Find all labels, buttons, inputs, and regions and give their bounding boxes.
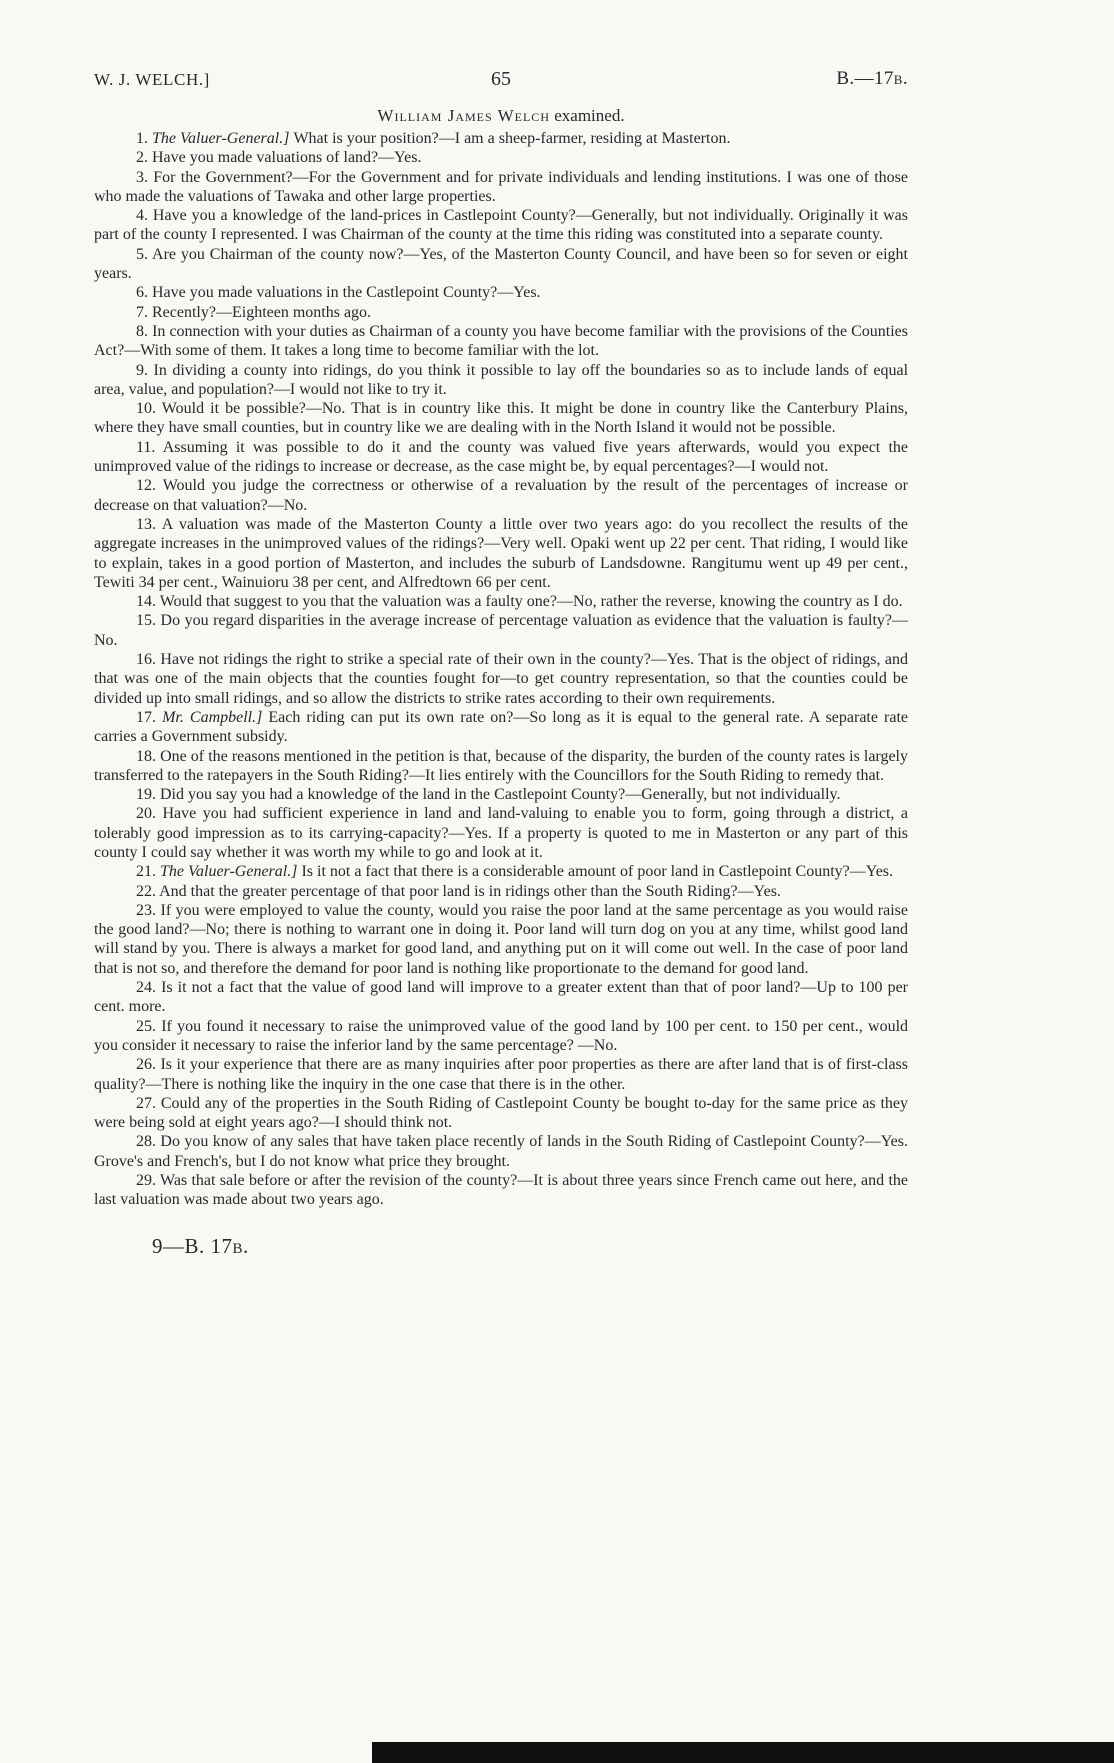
question-number: 13.	[136, 515, 162, 533]
question-number: 12.	[136, 477, 163, 495]
document-body	[94, 129, 908, 1210]
qa-text: Have you made valuations in the Castlepoint County?—Yes.	[152, 284, 541, 302]
qa-paragraph-13	[94, 515, 908, 592]
qa-text: For the Government?—For the Government and for private individuals and lending institutions. I was one of those who made the valuations of Tawaka and other large properties.	[94, 168, 908, 205]
qa-text: If you were employed to value the county, would you raise the poor land at the same percentage as you would raise the good land?—No; there is nothing to warrant one in doing it. Poor land will turn dog on you at any time, whilst good land will stand by you. There is always a market for good land, and anything put on it will come out well. In the case of poor land that is not so, and therefore the demand for poor land is nothing like proportionate to the demand for good land.	[94, 901, 909, 977]
qa-text: Are you Chairman of the county now?—Yes, of the Masterton County Council, and have been so for seven or eight years.	[94, 245, 909, 283]
qa-text: What is your position?—I am a sheep-farmer, residing at Masterton.	[293, 130, 731, 147]
qa-paragraph-28	[94, 1132, 908, 1171]
qa-text: Assuming it was possible to do it and the county was valued five years afterwards, would you expect the unimproved value of the ridings to increase or decrease, as the case might be, by equal percentages?—I would not.	[94, 438, 909, 476]
question-number: 2.	[136, 149, 152, 167]
qa-text: In dividing a county into ridings, do you think it possible to lay off the boundaries so as to include lands of equal area, value, and population?—I would not like to try it.	[94, 361, 909, 398]
question-number: 25.	[136, 1017, 162, 1035]
speaker-lead: The Valuer-General.]	[160, 863, 302, 881]
header-paper-reference: B.—17b.	[836, 68, 908, 89]
title-suffix: examined.	[549, 106, 625, 125]
question-number: 11.	[136, 438, 163, 456]
question-number: 27.	[136, 1094, 161, 1112]
qa-text: Have you made valuations of land?—Yes.	[152, 149, 422, 167]
question-number: 5.	[136, 245, 153, 263]
qa-paragraph-23	[94, 901, 908, 978]
question-number: 19.	[136, 786, 160, 804]
question-number: 24.	[136, 979, 162, 997]
witness-name: William James Welch	[377, 106, 550, 125]
qa-text: Is it not a fact that the value of good land will improve to a greater extent than that of poor land?—Up to 100 per cent. more.	[94, 979, 909, 1016]
qa-text: In connection with your duties as Chairman of a county you have become familiar with the provisions of the Counties Act?—With some of them. It takes a long time to become familiar with the lot.	[94, 322, 909, 360]
question-number: 8.	[136, 322, 153, 340]
qa-paragraph-18	[94, 747, 908, 786]
speaker-lead: The Valuer-General.]	[152, 130, 294, 147]
question-number: 26.	[136, 1056, 161, 1074]
question-number: 14.	[136, 593, 160, 611]
qa-paragraph-7	[94, 303, 908, 322]
qa-paragraph-20	[94, 804, 908, 862]
qa-text: Would you judge the correctness or otherwise of a revaluation by the result of the percentages of increase or decrease on that valuation?—No.	[94, 477, 908, 514]
qa-text: Have you had sufficient experience in land and land-valuing to enable you to form, going through a district, a tolerably good impression as to its carrying-capacity?—Yes. If a property is quoted to me in Masterton or any part of this county I could say whether it was worth my while to go and look at it.	[94, 805, 908, 861]
question-number: 10.	[136, 400, 162, 418]
question-number: 15.	[136, 612, 161, 630]
question-number: 9.	[136, 361, 154, 379]
qa-text: Do you know of any sales that have taken place recently of lands in the South Riding of Castlepoint County?—Yes. Grove's and French's, but I do not know what price they brought.	[94, 1133, 909, 1170]
qa-paragraph-21	[94, 862, 908, 881]
qa-paragraph-6	[94, 283, 908, 302]
question-number: 16.	[136, 651, 161, 669]
qa-text: Do you regard disparities in the average increase of percentage valuation as evidence that the valuation is faulty?—No.	[94, 612, 909, 649]
qa-paragraph-8	[94, 322, 908, 361]
header-witness-name: W. J. WELCH.]	[94, 70, 210, 89]
question-number: 21.	[136, 863, 160, 881]
qa-paragraph-1	[94, 129, 908, 148]
qa-paragraph-5	[94, 245, 908, 284]
qa-paragraph-27	[94, 1094, 908, 1133]
qa-text: A valuation was made of the Masterton County a little over two years ago: do you recollect the results of the aggregate increases in the unimproved values of the ridings?—Very well. Opaki went up 22 per cent. That riding, I would like to explain, takes in a good portion of Masterton, and includes the suburb of Landsdowne. Rangitumu went up 49 per cent., Tewiti 34 per cent., Wainuioru 38 per cent, and Alfredtown 66 per cent.	[94, 515, 908, 591]
qa-text: Was that sale before or after the revision of the county?—It is about three years since French came out here, and the last valuation was made about two years ago.	[94, 1172, 909, 1209]
qa-paragraph-2	[94, 148, 908, 167]
question-number: 18.	[136, 747, 161, 765]
question-number: 28.	[136, 1133, 161, 1151]
qa-text: Would it be possible?—No. That is in country like this. It might be done in country like the Canterbury Plains, where they have small counties, but in country like we are dealing with in the North Island it would not be possible.	[94, 400, 908, 437]
question-number: 22.	[136, 882, 160, 900]
qa-text: Would that suggest to you that the valuation was a faulty one?—No, rather the reverse, knowing the country as I do.	[159, 593, 903, 611]
qa-paragraph-14	[94, 592, 908, 611]
question-number: 20.	[136, 805, 163, 823]
qa-text: If you found it necessary to raise the unimproved value of the good land by 100 per cent. to 150 per cent., would you consider it necessary to raise the inferior land by the same percentage? —No.	[94, 1017, 909, 1054]
qa-paragraph-11	[94, 438, 908, 477]
qa-paragraph-19	[94, 785, 908, 804]
page-number: 65	[491, 68, 511, 90]
qa-paragraph-12	[94, 476, 908, 515]
qa-paragraph-26	[94, 1055, 908, 1094]
page-header	[94, 68, 908, 92]
qa-paragraph-15	[94, 611, 908, 650]
qa-text: Each riding can put its own rate on?—So long as it is equal to the general rate. A separate rate carries a Government subsidy.	[94, 708, 909, 746]
qa-text: Recently?—Eighteen months ago.	[152, 303, 372, 321]
qa-paragraph-10	[94, 399, 908, 438]
speaker-lead: Mr. Campbell.]	[162, 708, 269, 726]
question-number: 1.	[136, 130, 152, 147]
qa-text: One of the reasons mentioned in the petition is that, because of the disparity, the burden of the county rates is largely transferred to the ratepayers in the South Riding?—It lies entirely with the Councillors for the South Riding to remedy that.	[94, 747, 909, 784]
qa-paragraph-25	[94, 1017, 908, 1056]
footer-imprint: 9—B. 17b.	[152, 1233, 249, 1258]
question-number: 4.	[136, 207, 153, 225]
qa-text: Did you say you had a knowledge of the land in the Castlepoint County?—Generally, but not individually.	[160, 786, 841, 804]
scan-artifact-bar	[372, 1742, 1114, 1763]
question-number: 23.	[136, 901, 161, 919]
question-number: 17.	[136, 708, 163, 726]
qa-text: Have you a knowledge of the land-prices in Castlepoint County?—Generally, but not individually. Originally it was part of the county I represented. I was Chairman of the county at the time this riding was constituted into a separate county.	[94, 207, 908, 244]
qa-text: Is it your experience that there are as many inquiries after poor properties as there are after land that is of first-class quality?—There is nothing like the inquiry in the one case that there is in the other.	[94, 1056, 909, 1093]
page-footer	[152, 1234, 908, 1259]
qa-text: And that the greater percentage of that poor land is in ridings other than the South Riding?—Yes.	[159, 882, 781, 900]
qa-paragraph-16	[94, 650, 908, 708]
qa-paragraph-3	[94, 168, 908, 207]
qa-paragraph-29	[94, 1171, 908, 1210]
qa-paragraph-9	[94, 361, 908, 400]
question-number: 6.	[136, 284, 152, 302]
qa-text: Have not ridings the right to strike a special rate of their own in the county?—Yes. That is the object of ridings, and that was one of the main objects that the counties fought for—to get country representation, so that the counties could be divided up into small ridings, and so allow the districts to strike rates according to their own requirements.	[94, 651, 909, 707]
question-number: 7.	[136, 303, 152, 321]
qa-paragraph-17	[94, 708, 908, 747]
qa-paragraph-22	[94, 882, 908, 901]
question-number: 3.	[136, 168, 154, 186]
question-number: 29.	[136, 1172, 161, 1190]
qa-text: Is it not a fact that there is a considerable amount of poor land in Castlepoint County?—Yes.	[301, 863, 894, 881]
qa-paragraph-24	[94, 978, 908, 1017]
qa-text: Could any of the properties in the South Riding of Castlepoint County be bought to-day for the same price as they were being sold at eight years ago?—I should think not.	[94, 1094, 908, 1132]
qa-paragraph-4	[94, 206, 908, 245]
section-title	[94, 106, 908, 126]
